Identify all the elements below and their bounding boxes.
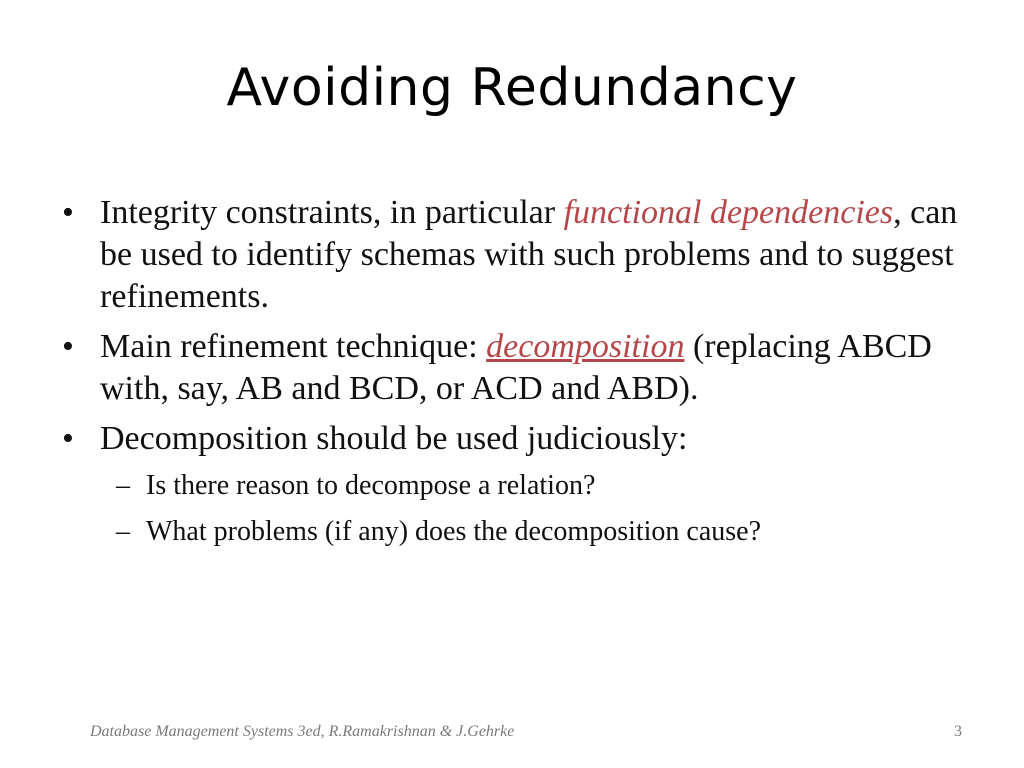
bullet-marker: •: [62, 194, 74, 231]
dash-marker: –: [116, 470, 130, 501]
slide-title: Avoiding Redundancy: [226, 58, 798, 118]
sub-item-reason: [62, 468, 992, 504]
bullet-marker: •: [62, 328, 74, 365]
slide-footer: Database Management Systems 3ed, R.Ramakrishnan & J.Gehrke: [90, 723, 515, 740]
sub-item-text: What problems (if any) does the decomposition cause?: [146, 516, 762, 547]
bullet-text: Decomposition should be used judiciously:: [100, 420, 688, 457]
bullet-text-after: (replacing ABCD with, say, AB and BCD, or ACD and ABD).: [100, 328, 932, 407]
bullet-item-functional-dependencies: [62, 192, 992, 318]
sub-item-problems: [62, 514, 992, 550]
sub-item-text: Is there reason to decompose a relation?: [146, 470, 596, 501]
bullet-list: [62, 192, 992, 560]
bullet-text-after: , can be used to identify schemas with such problems and to suggest refinements.: [100, 194, 958, 315]
page-number: 3: [954, 723, 962, 740]
bullet-text-before: Main refinement technique:: [100, 328, 487, 365]
dash-marker: –: [116, 516, 130, 547]
bullet-marker: •: [62, 420, 74, 457]
bullet-text-before: Integrity constraints, in particular: [100, 194, 564, 231]
bullet-item-judicious: [62, 418, 992, 460]
functional-dependencies-term: functional dependencies: [563, 194, 894, 231]
bullet-item-decomposition: [62, 326, 992, 410]
decomposition-link[interactable]: decomposition: [486, 328, 685, 365]
